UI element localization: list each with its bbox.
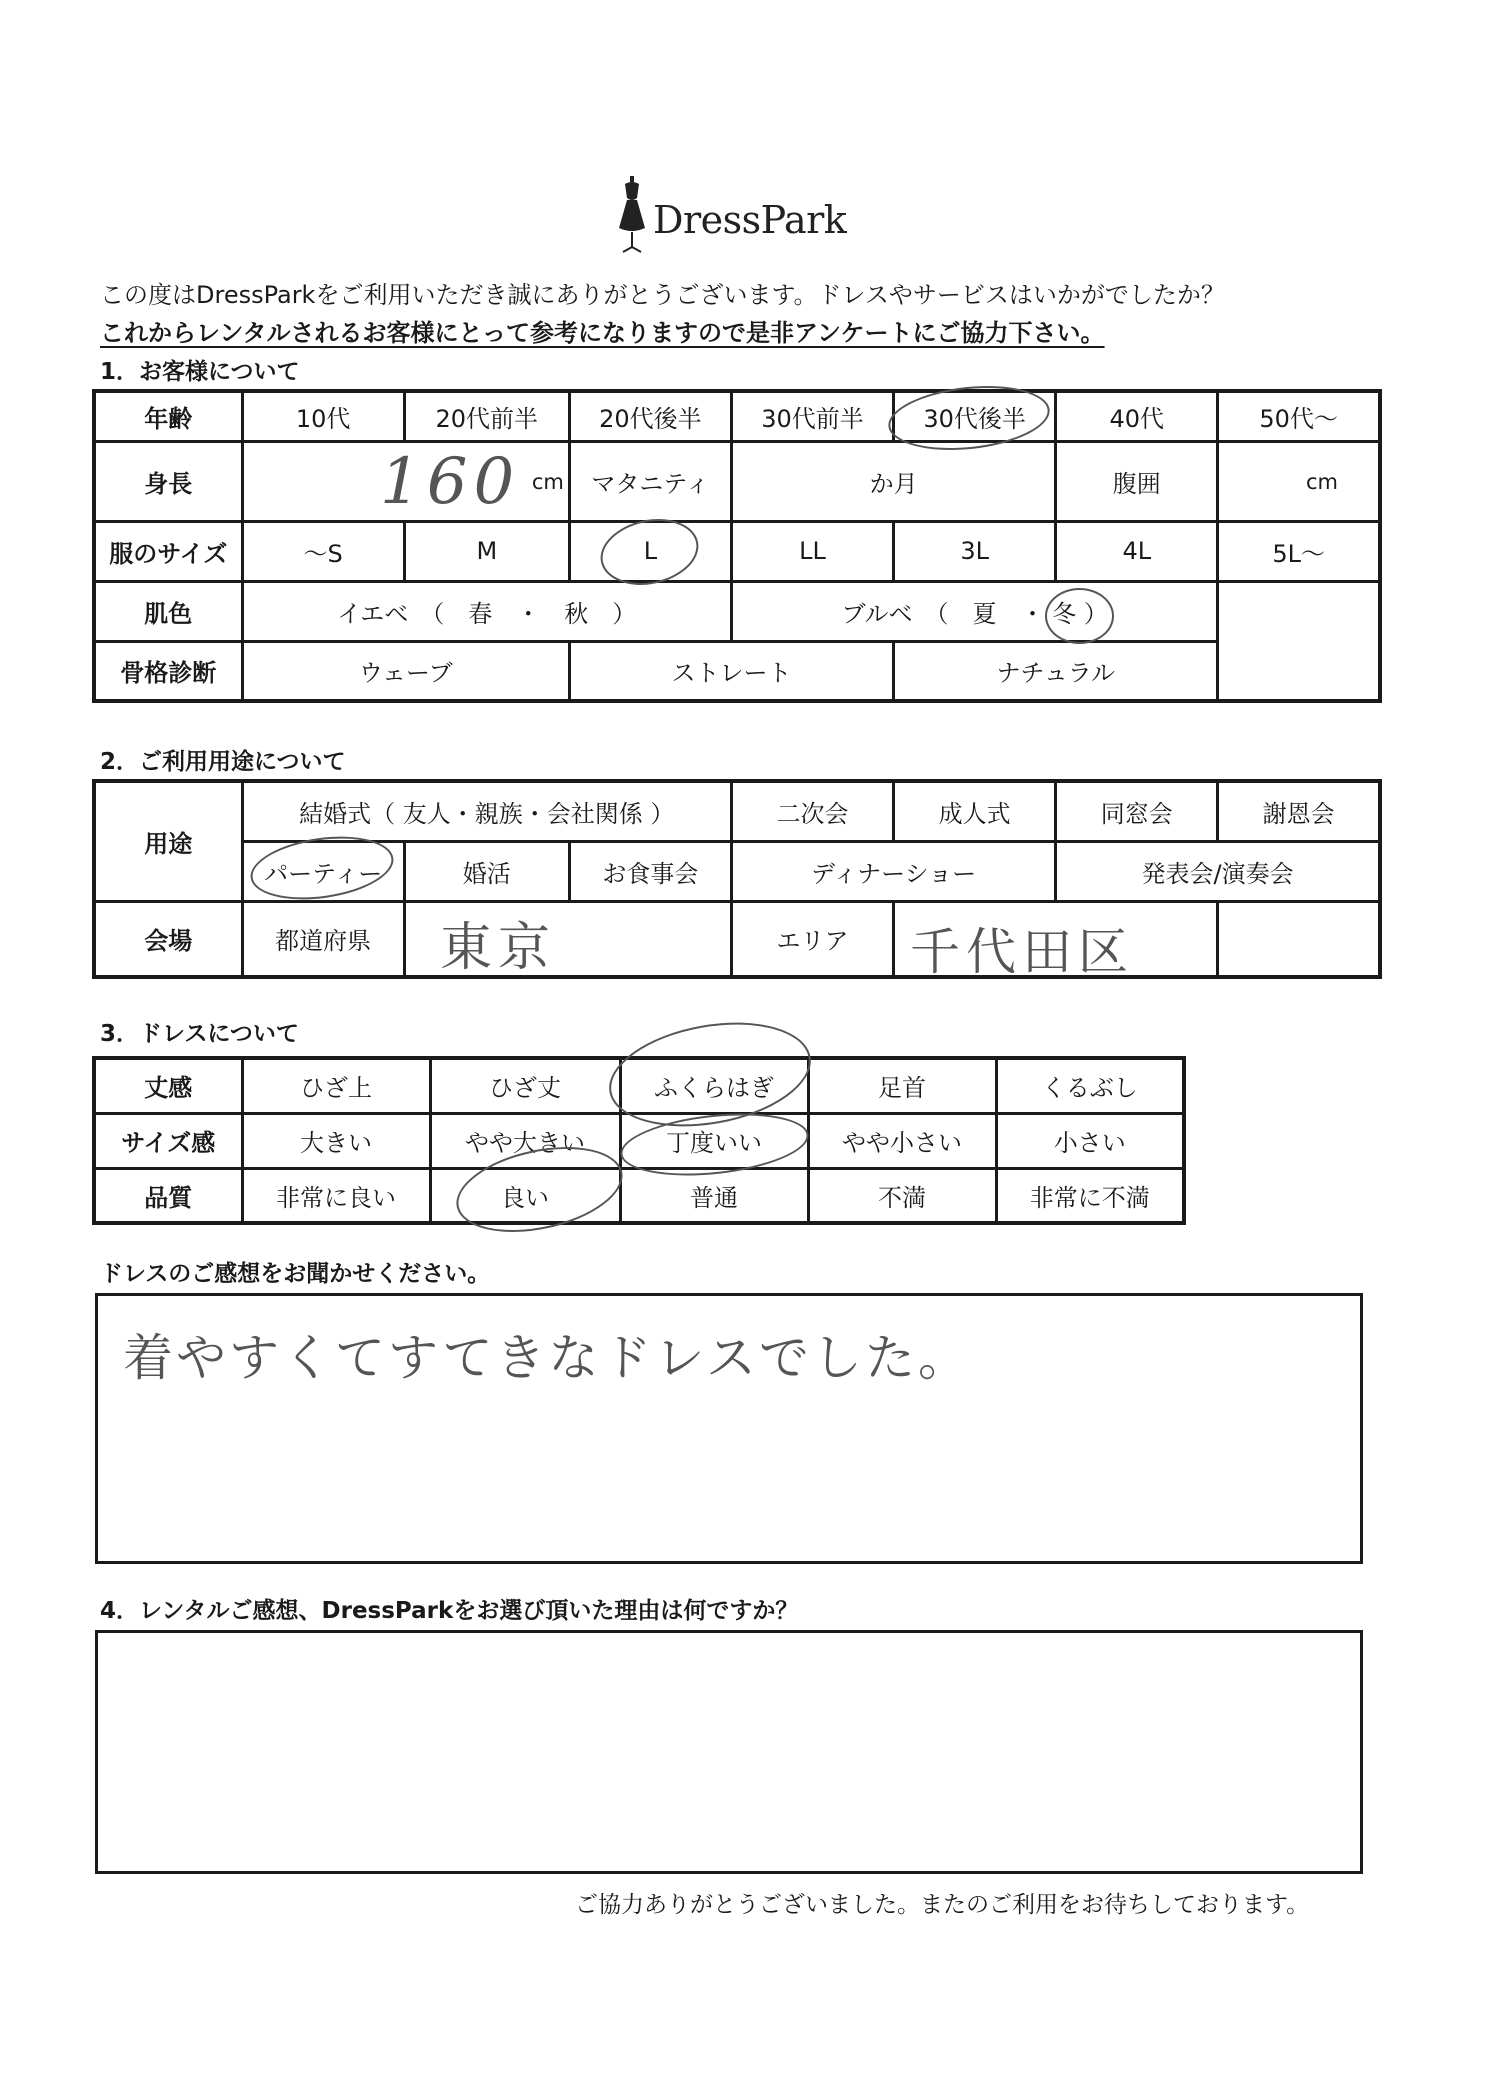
- blue-base-prefix: ブルベ （ 夏 ・: [841, 599, 1045, 628]
- blue-base-winter[interactable]: 冬: [1052, 599, 1077, 628]
- purpose-option-selected[interactable]: パーティー: [242, 841, 404, 901]
- frame-label: 骨格診断: [94, 641, 242, 701]
- skin-row: [94, 581, 1380, 641]
- purpose-label: 用途: [94, 781, 242, 901]
- quality-label: 品質: [94, 1168, 242, 1223]
- intro-line-1: この度はDressParkをご利用いただき誠にありがとうございます。ドレスやサービスはいかがでしたか？: [100, 281, 1225, 309]
- purpose-option[interactable]: ディナーショー: [731, 841, 1055, 901]
- venue-row: [94, 901, 1380, 977]
- size-option[interactable]: 4L: [1056, 521, 1218, 581]
- fit-option[interactable]: 小さい: [996, 1113, 1184, 1168]
- dress-comment-handwritten: 着やすくてすてきなドレスでした。: [123, 1329, 971, 1387]
- size-option-selected[interactable]: L: [569, 521, 731, 581]
- intro-line-2: これからレンタルされるお客様にとって参考になりますので是非アンケートにご協力下さい。: [100, 319, 1105, 347]
- size-option[interactable]: LL: [731, 521, 893, 581]
- height-unit: cm: [531, 470, 564, 494]
- frame-option[interactable]: ウェーブ: [242, 641, 569, 701]
- age-option[interactable]: 10代: [242, 391, 404, 441]
- dress-form-icon: [615, 176, 649, 256]
- length-label: 丈感: [94, 1058, 242, 1113]
- size-label: 服のサイズ: [94, 521, 242, 581]
- fit-option[interactable]: やや小さい: [808, 1113, 996, 1168]
- rental-comment-box[interactable]: [95, 1630, 1363, 1874]
- dress-comment-prompt: ドレスのご感想をお聞かせください。: [100, 1261, 491, 1287]
- purpose-option[interactable]: お食事会: [569, 841, 731, 901]
- empty-cell: [1218, 581, 1380, 641]
- customer-info-table: [92, 389, 1382, 703]
- skin-selection-circle: [1045, 588, 1114, 644]
- purpose-row-1: [94, 781, 1380, 841]
- fit-option-selected[interactable]: 丁度いい: [620, 1113, 808, 1168]
- empty-cell: [1218, 641, 1380, 701]
- length-option[interactable]: くるぶし: [996, 1058, 1184, 1113]
- frame-row: [94, 641, 1380, 701]
- empty-cell: [1218, 901, 1380, 977]
- dress-comment-box[interactable]: [95, 1293, 1363, 1564]
- waist-label: 腹囲: [1056, 441, 1218, 521]
- age-option[interactable]: 20代前半: [404, 391, 569, 441]
- blue-base-suffix: ）: [1083, 599, 1108, 628]
- quality-option[interactable]: 非常に良い: [242, 1168, 430, 1223]
- month-unit: か月: [869, 469, 918, 498]
- venue-label: 会場: [94, 901, 242, 977]
- purpose-option[interactable]: 同窓会: [1056, 781, 1218, 841]
- quality-option[interactable]: 非常に不満: [996, 1168, 1184, 1223]
- section1-title: 1．お客様について: [100, 359, 300, 385]
- fit-label: サイズ感: [94, 1113, 242, 1168]
- height-row: [94, 441, 1380, 521]
- yellow-base-option[interactable]: イエベ （ 春 ・ 秋 ）: [242, 581, 731, 641]
- dresspark-logo: [615, 176, 855, 266]
- purpose-option[interactable]: 成人式: [894, 781, 1056, 841]
- size-row: [94, 521, 1380, 581]
- age-option[interactable]: 50代～: [1218, 391, 1380, 441]
- size-option[interactable]: ～S: [242, 521, 404, 581]
- age-label: 年齢: [94, 391, 242, 441]
- skin-label: 肌色: [94, 581, 242, 641]
- quality-row: [94, 1168, 1184, 1223]
- purpose-option[interactable]: 二次会: [731, 781, 893, 841]
- purpose-option[interactable]: 謝恩会: [1218, 781, 1380, 841]
- section2-title: 2．ご利用用途について: [100, 749, 346, 775]
- section3-title: 3．ドレスについて: [100, 1021, 299, 1047]
- fit-option[interactable]: やや大きい: [430, 1113, 620, 1168]
- length-option[interactable]: ひざ上: [242, 1058, 430, 1113]
- size-option[interactable]: 3L: [894, 521, 1056, 581]
- frame-option[interactable]: ストレート: [569, 641, 893, 701]
- frame-option[interactable]: ナチュラル: [894, 641, 1218, 701]
- footer-thanks: ご協力ありがとうございました。またのご利用をお待ちしております。: [575, 1892, 1310, 1918]
- age-option-selected[interactable]: 30代後半: [894, 391, 1056, 441]
- area-label: エリア: [731, 901, 893, 977]
- brand-name: DressPark: [653, 198, 847, 242]
- purpose-option-wedding[interactable]: 結婚式（ 友人・親族・会社関係 ）: [242, 781, 731, 841]
- maternity-label: マタニティ: [569, 441, 731, 521]
- height-handwritten: 160: [380, 445, 521, 519]
- age-option[interactable]: 40代: [1056, 391, 1218, 441]
- maternity-months-field[interactable]: [731, 441, 1055, 521]
- size-option[interactable]: M: [404, 521, 569, 581]
- quality-option-selected[interactable]: 良い: [430, 1168, 620, 1223]
- section4-title: 4．レンタルご感想、DressParkをお選び頂いた理由は何ですか？: [100, 1598, 799, 1624]
- waist-field[interactable]: [1218, 441, 1380, 521]
- fit-option[interactable]: 大きい: [242, 1113, 430, 1168]
- prefecture-label: 都道府県: [242, 901, 404, 977]
- purpose-option[interactable]: 婚活: [404, 841, 569, 901]
- prefecture-handwritten: 東京: [440, 918, 557, 978]
- length-option[interactable]: 足首: [808, 1058, 996, 1113]
- size-option[interactable]: 5L～: [1218, 521, 1380, 581]
- waist-unit: cm: [1305, 470, 1338, 494]
- quality-option[interactable]: 不満: [808, 1168, 996, 1223]
- blue-base-option[interactable]: [731, 581, 1217, 641]
- height-label: 身長: [94, 441, 242, 521]
- length-option-selected[interactable]: ふくらはぎ: [620, 1058, 808, 1113]
- area-handwritten: 千代田区: [910, 923, 1134, 981]
- length-option[interactable]: ひざ丈: [430, 1058, 620, 1113]
- purpose-option[interactable]: 発表会/演奏会: [1056, 841, 1380, 901]
- age-option[interactable]: 20代後半: [569, 391, 731, 441]
- age-row: [94, 391, 1380, 441]
- age-option[interactable]: 30代前半: [731, 391, 893, 441]
- quality-option[interactable]: 普通: [620, 1168, 808, 1223]
